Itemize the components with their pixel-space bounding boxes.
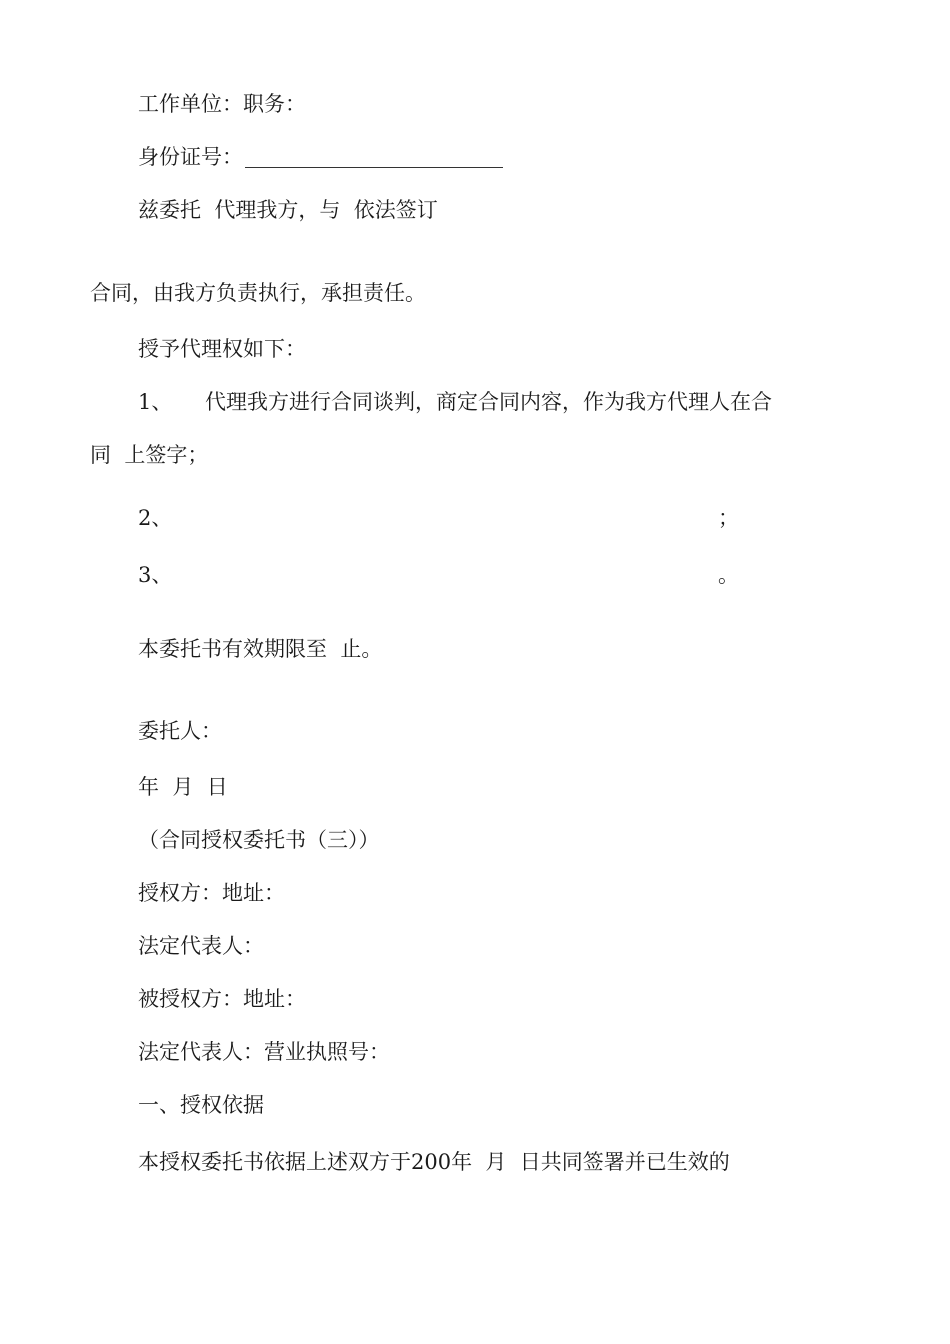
id-number-line [138, 147, 503, 168]
id-number-label: 身份证号： [138, 145, 243, 169]
grantee-line: 被授权方：地址： [138, 987, 306, 1011]
item-3-end: 。 [718, 563, 739, 587]
contract-responsibility-line: 合同，由我方负责执行，承担责任。 [90, 281, 426, 305]
item-1-continuation: 同 上签字； [90, 443, 209, 467]
principal-line: 委托人： [138, 719, 222, 743]
section-title: （合同授权委托书（三）） [138, 828, 380, 852]
legal-representative-2: 法定代表人：营业执照号： [138, 1040, 390, 1064]
basis-heading: 一、授权依据 [138, 1093, 264, 1117]
item-1-number: 1、 [138, 390, 173, 414]
legal-representative-1: 法定代表人： [138, 934, 264, 958]
item-1-text: 代理我方进行合同谈判，商定合同内容，作为我方代理人在合 [205, 390, 772, 414]
validity-line: 本委托书有效期限至 止。 [138, 637, 383, 661]
id-number-blank [245, 147, 503, 168]
date-line: 年 月 日 [138, 775, 228, 799]
work-unit-line: 工作单位：职务： [138, 92, 306, 116]
item-2-number: 2、 [138, 506, 173, 530]
grant-intro-line: 授予代理权如下： [138, 337, 306, 361]
basis-text: 本授权委托书依据上述双方于200年 月 日共同签署并已生效的 [138, 1150, 730, 1174]
item-3-number: 3、 [138, 563, 173, 587]
grantor-line: 授权方：地址： [138, 881, 285, 905]
entrust-line: 兹委托 代理我方，与 依法签订 [138, 198, 438, 222]
item-2-end: ； [718, 506, 739, 530]
